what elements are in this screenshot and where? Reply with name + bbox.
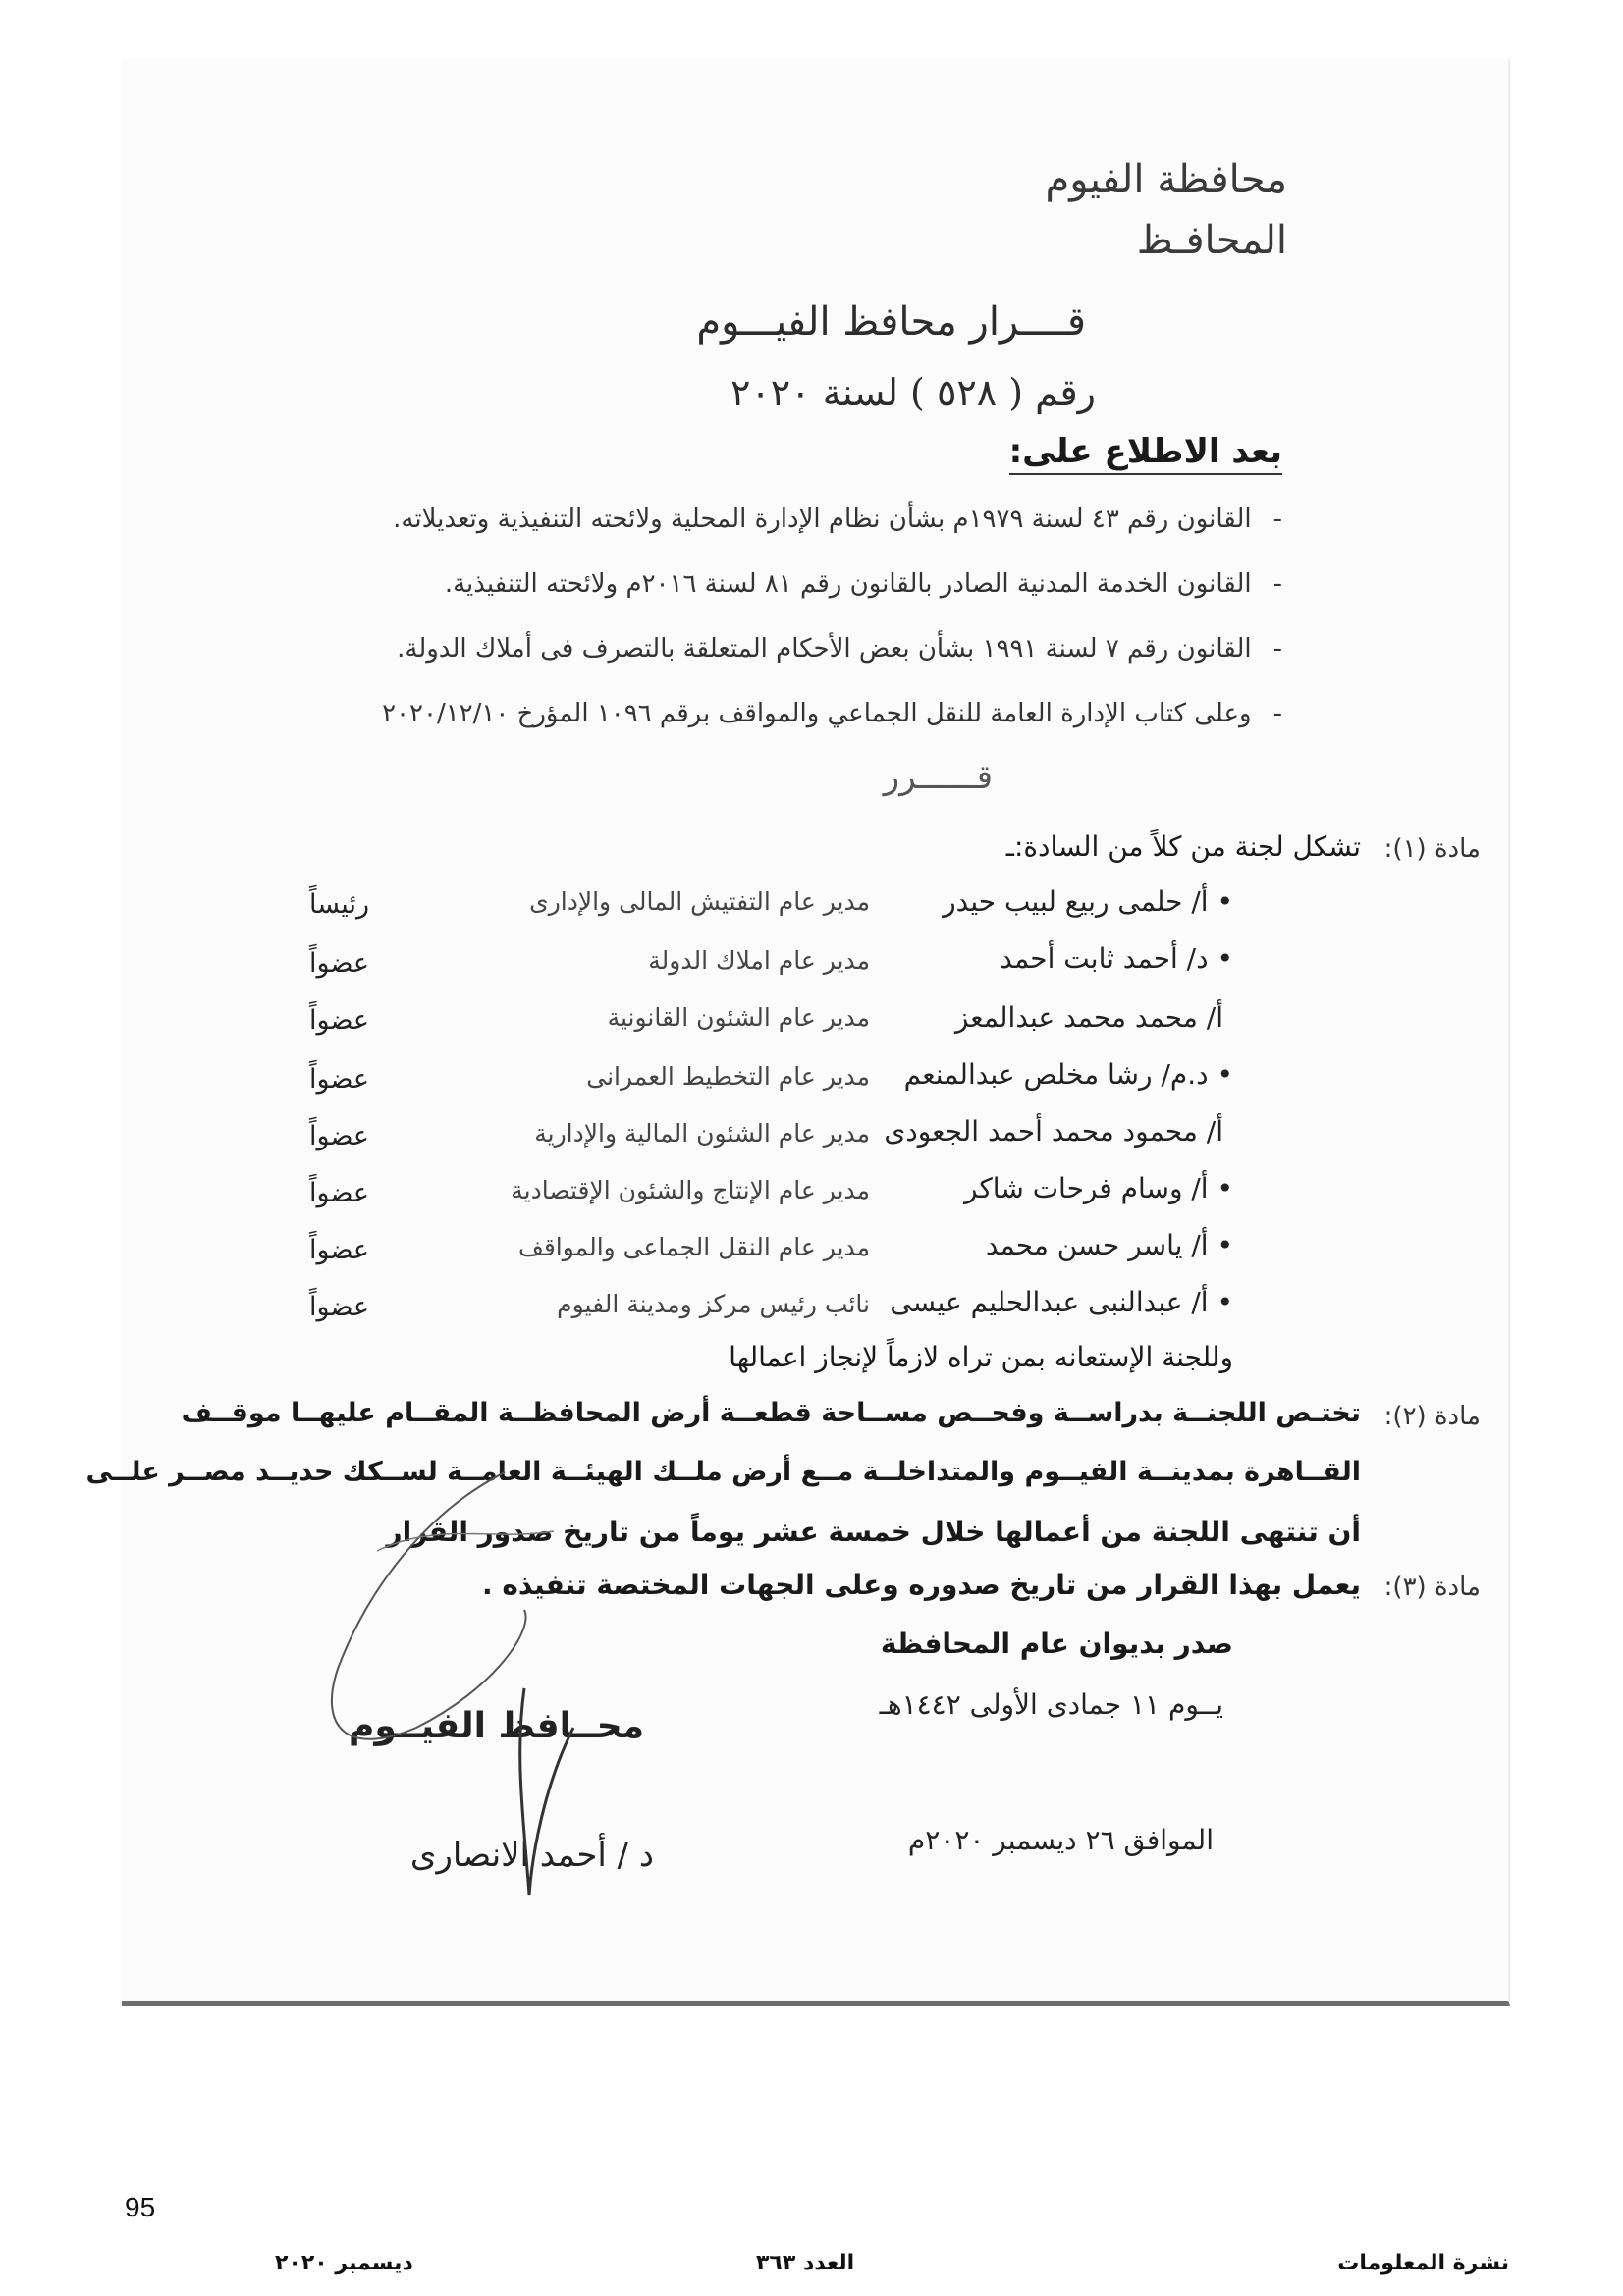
article-3-text: يعمل بهذا القرار من تاريخ صدوره وعلى الجهات المختصة تنفيذه .	[481, 1569, 1361, 1601]
member-name: أ/ محمد محمد عبدالمعز	[954, 1001, 1223, 1034]
member-name: • د/ أحمد ثابت أحمد	[1000, 942, 1233, 975]
footer-issue: العدد ٣٦٣	[756, 2251, 855, 2275]
governor-title: المحافـظ	[1136, 218, 1287, 263]
member-role: رئيساً	[308, 889, 369, 920]
article-2-line: أن تنتهى اللجنة من أعمالها خلال خمسة عشر يوماً من تاريخ صدور القرار	[386, 1516, 1361, 1548]
member-name: • د.م/ رشا مخلص عبدالمنعم	[903, 1058, 1233, 1091]
preamble-item: -القانون رقم ٧ لسنة ١٩٩١ بشأن بعض الأحكام المتعلقة بالتصرف فى أملاك الدولة.	[397, 634, 1282, 664]
governorate-name: محافظة الفيوم	[1045, 157, 1287, 202]
article-1-label: مادة (١):	[1383, 834, 1481, 864]
member-position: مدير عام الشئون القانونية	[607, 1003, 870, 1032]
article-1-text: تشكل لجنة من كلاً من السادة:ـ	[1005, 830, 1361, 863]
signatory-title: محــافظ الفيــوم	[348, 1706, 644, 1746]
article-2-line: القــاهرة بمدينــة الفيــوم والمتداخلــة مــع أرض ملــك الهيئــة العامــة لســكك حديــد مصــر علــى	[85, 1457, 1361, 1487]
footer-publication: نشرة المعلومات	[1337, 2251, 1509, 2275]
preamble-heading: بعد الاطلاع على:	[1009, 432, 1282, 475]
signature-scribble	[279, 1433, 672, 1944]
article-3-label: مادة (٣):	[1383, 1573, 1481, 1602]
member-name: • أ/ حلمى ربيع لبيب حيدر	[943, 885, 1233, 918]
decree-title: قــــرار محافظ الفيـــوم	[696, 299, 1086, 345]
member-position: مدير عام املاك الدولة	[648, 946, 870, 975]
issued-place: صدر بديوان عام المحافظة	[880, 1628, 1233, 1660]
member-role: عضواً	[309, 1121, 369, 1151]
member-position: مدير عام الإنتاج والشئون الإقتصادية	[511, 1176, 870, 1204]
page-footer	[0, 2237, 1623, 2296]
member-name: • أ/ عبدالنبى عبدالحليم عيسى	[890, 1286, 1233, 1318]
article-2-label: مادة (٢):	[1383, 1402, 1481, 1431]
preamble-item: -القانون رقم ٤٣ لسنة ١٩٧٩م بشأن نظام الإدارة المحلية ولائحته التنفيذية وتعديلاته.	[393, 505, 1282, 534]
footer-date: ديسمبر ٢٠٢٠	[275, 2251, 413, 2275]
decided-heading: قــــــرر	[883, 758, 993, 797]
preamble-item: -وعلى كتاب الإدارة العامة للنقل الجماعي والمواقف برقم ١٠٩٦ المؤرخ ٢٠٢٠/١٢/١٠	[382, 699, 1282, 728]
member-role: عضواً	[309, 1064, 369, 1095]
member-position: مدير عام الشئون المالية والإدارية	[534, 1119, 870, 1148]
member-name: • أ/ ياسر حسن محمد	[985, 1229, 1233, 1261]
decree-number: رقم ( ٥٢٨ ) لسنة ٢٠٢٠	[730, 371, 1096, 414]
member-position: مدير عام التخطيط العمرانى	[586, 1062, 870, 1091]
article-2-line: تختـص اللجنــة بدراســة وفحــص مســاحة قطعــة أرض المحافظــة المقــام عليهــا موقــف	[181, 1398, 1361, 1428]
member-role: عضواً	[309, 1292, 369, 1322]
signatory-name: د / أحمد الانصارى	[409, 1836, 654, 1875]
member-role: عضواً	[309, 1235, 369, 1265]
member-role: عضواً	[309, 1005, 369, 1036]
member-role: عضواً	[309, 948, 369, 979]
member-position: مدير عام التفتيش المالى والإدارى	[529, 887, 870, 916]
member-position: نائب رئيس مركز ومدينة الفيوم	[557, 1290, 870, 1318]
article-1-closing: وللجنة الإستعانه بمن تراه لازماً لإنجاز اعمالها	[729, 1341, 1233, 1373]
member-name: • أ/ وسام فرحات شاكر	[964, 1172, 1233, 1204]
scanned-page	[85, 59, 1510, 2006]
gregorian-date: الموافق ٢٦ ديسمبر ٢٠٢٠م	[907, 1824, 1214, 1856]
hijri-date: يــوم ١١ جمادى الأولى ١٤٤٢هـ	[879, 1688, 1223, 1721]
member-name: أ/ محمود محمد أحمد الجعودى	[884, 1115, 1223, 1148]
page-number: 95	[125, 2192, 156, 2222]
member-role: عضواً	[309, 1178, 369, 1208]
member-position: مدير عام النقل الجماعى والمواقف	[517, 1233, 870, 1261]
preamble-item: -القانون الخدمة المدنية الصادر بالقانون رقم ٨١ لسنة ٢٠١٦م ولائحته التنفيذية.	[444, 569, 1282, 599]
